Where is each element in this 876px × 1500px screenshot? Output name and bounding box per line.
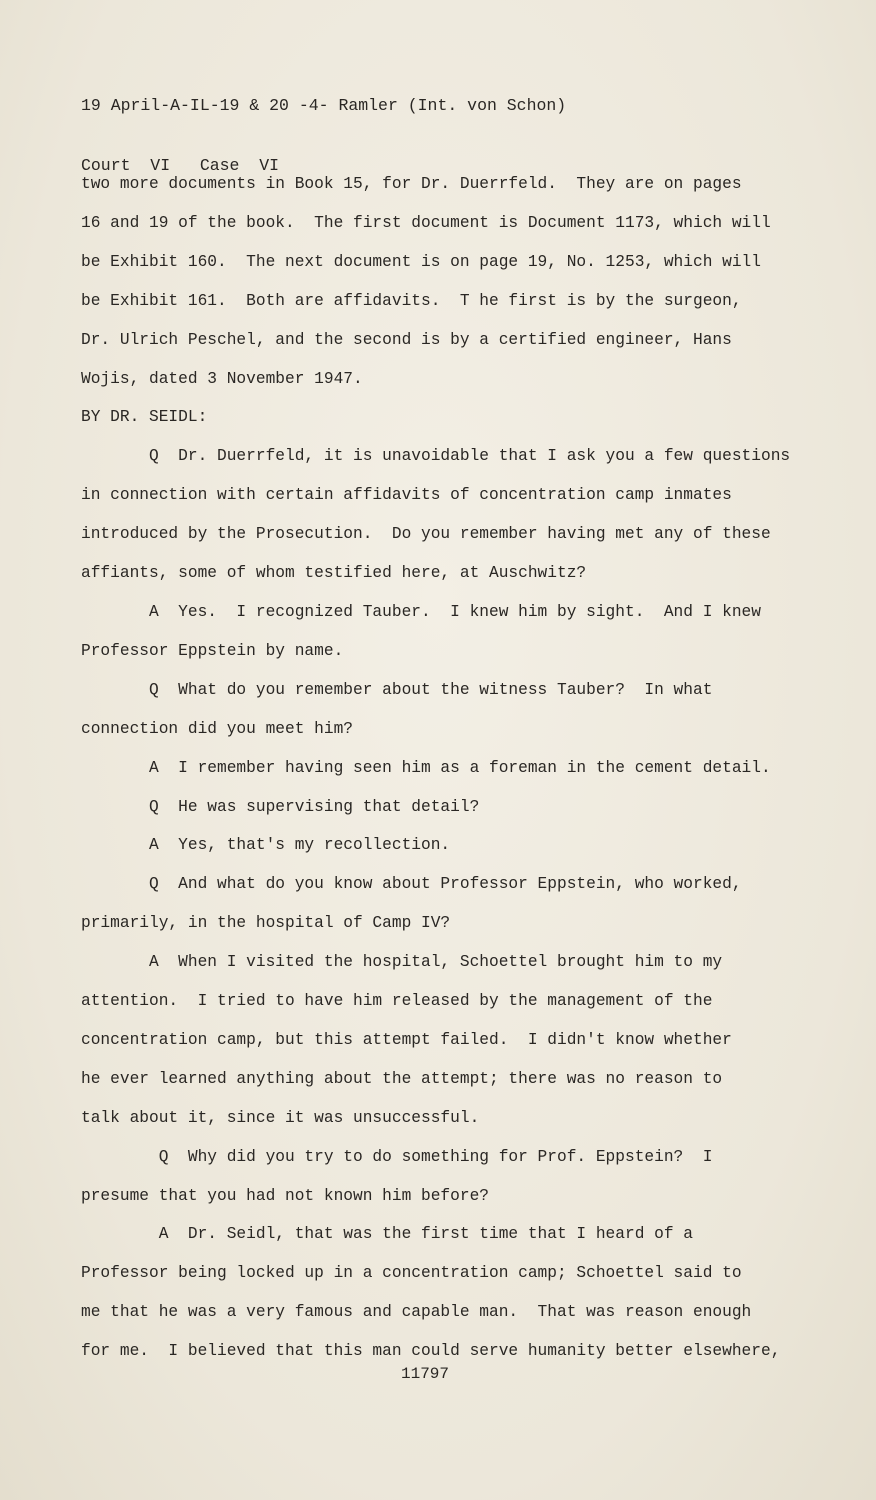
transcript-line: A I remember having seen him as a foreman in the cement detail. [81,758,771,777]
transcript-line: presume that you had not known him before? [81,1186,489,1205]
transcript-line: Q Dr. Duerrfeld, it is unavoidable that I ask you a few questions [81,447,791,466]
transcript-line: BY DR. SEIDL: [81,408,208,427]
transcript-line: be Exhibit 160. The next document is on page 19, No. 1253, which will [81,252,761,271]
transcript-line: A Yes, that's my recollection. [81,836,451,855]
transcript-line: in connection with certain affidavits of concentration camp inmates [81,486,732,505]
transcript-line: attention. I tried to have him released by the management of the [81,992,713,1011]
transcript-line: Dr. Ulrich Peschel, and the second is by a certified engineer, Hans [81,330,732,349]
header-line-2: Court VI Case VI [81,156,280,175]
transcript-line: Q Why did you try to do something for Prof. Eppstein? I [81,1147,713,1166]
transcript-line: introduced by the Prosecution. Do you remember having met any of these [81,525,771,544]
transcript-line: concentration camp, but this attempt failed. I didn't know whether [81,1030,732,1049]
transcript-line: A When I visited the hospital, Schoettel brought him to my [81,953,723,972]
transcript-line: Q He was supervising that detail? [81,797,480,816]
transcript-line: Professor being locked up in a concentration camp; Schoettel said to [81,1264,742,1283]
transcript-line: talk about it, since it was unsuccessful. [81,1108,480,1127]
transcript-line: for me. I believed that this man could serve humanity better elsewhere, [81,1342,781,1361]
transcript-line: he ever learned anything about the attempt; there was no reason to [81,1069,723,1088]
header-line-1: 19 April-A-IL-19 & 20 -4- Ramler (Int. von Schon) [81,96,567,115]
transcript-line: two more documents in Book 15, for Dr. Duerrfeld. They are on pages [81,175,742,193]
transcript-line: primarily, in the hospital of Camp IV? [81,914,451,933]
transcript-line: A Dr. Seidl, that was the first time that I heard of a [81,1225,693,1244]
transcript-line: Professor Eppstein by name. [81,641,344,660]
transcript-line: 16 and 19 of the book. The first document is Document 1173, which will [81,213,771,232]
page-number: 11797 [401,1365,450,1383]
transcript-line: Wojis, dated 3 November 1947. [81,369,363,388]
transcript-line: me that he was a very famous and capable man. That was reason enough [81,1303,752,1322]
transcript-line: Q And what do you know about Professor Eppstein, who worked, [81,875,742,894]
transcript-line: A Yes. I recognized Tauber. I knew him by sight. And I knew [81,602,761,621]
transcript-line: be Exhibit 161. Both are affidavits. T he first is by the surgeon, [81,291,742,310]
transcript-line: affiants, some of whom testified here, at Auschwitz? [81,564,587,583]
transcript-body [81,165,790,1371]
transcript-line: connection did you meet him? [81,719,353,738]
transcript-line: Q What do you remember about the witness Tauber? In what [81,680,713,699]
